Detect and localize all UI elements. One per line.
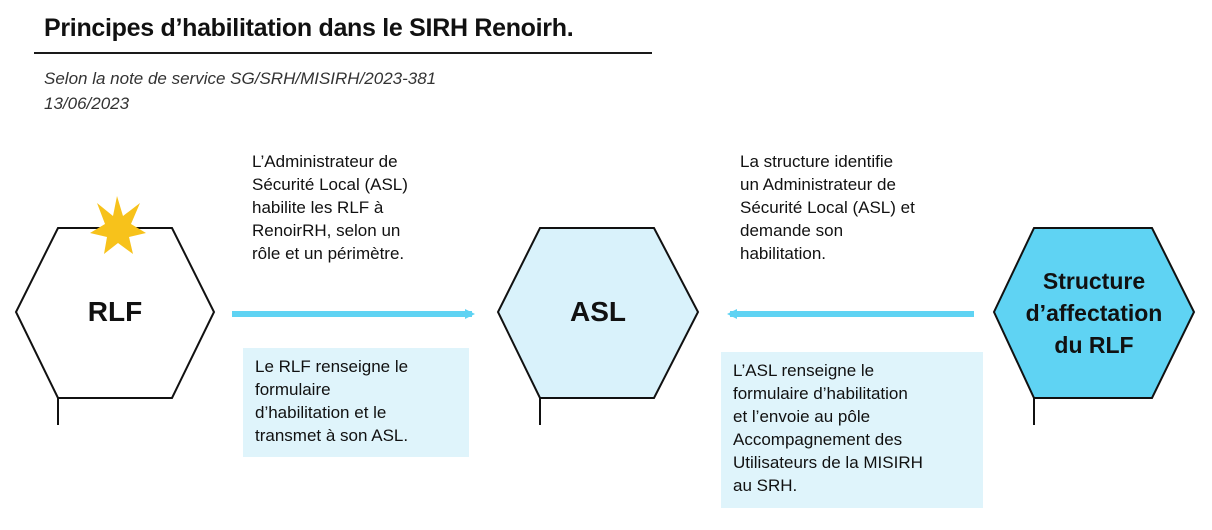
structure-label-line: d’affectation [1025,300,1163,326]
box-line: d’habilitation et le [255,403,387,422]
subtitle-note-reference: Selon la note de service SG/SRH/MISIRH/2023-381 [44,69,437,88]
rlf-label: RLF [87,296,143,327]
box-line: Accompagnement des [733,430,903,449]
annotation-line: demande son [740,221,844,240]
annotation-line: RenoirRH, selon un [252,221,401,240]
asl-label: ASL [570,296,626,327]
annotation-line: Sécurité Local (ASL) et [740,198,915,217]
box-line: L’ASL renseigne le [733,361,875,380]
structure-label-line: Structure [1042,268,1146,294]
annotation-structure-identifie [740,150,915,265]
annotation-line: Sécurité Local (ASL) [252,175,408,194]
box-line: et l’envoie au pôle [733,407,871,426]
box-line: transmet à son ASL. [255,426,409,445]
rlf-process-box [243,348,469,457]
box-line: Utilisateurs de la MISIRH [733,453,923,472]
annotation-line: La structure identifie [740,152,894,171]
asl-process-box [721,352,983,508]
annotation-asl-habilite [252,150,408,265]
page-title: Principes d’habilitation dans le SIRH Renoirh. [44,14,574,42]
annotation-line: habilite les RLF à [252,198,384,217]
box-line: formulaire [255,380,331,399]
box-line: Le RLF renseigne le [255,357,409,376]
annotation-line: L’Administrateur de [252,152,398,171]
box-line: au SRH. [733,476,798,495]
box-line: formulaire d’habilitation [733,384,908,403]
annotation-line: rôle et un périmètre. [252,244,405,263]
structure-label-line: du RLF [1054,332,1134,358]
subtitle-date: 13/06/2023 [44,94,130,113]
structure-label [994,262,1194,364]
annotation-line: habilitation. [740,244,827,263]
annotation-line: un Administrateur de [740,175,896,194]
